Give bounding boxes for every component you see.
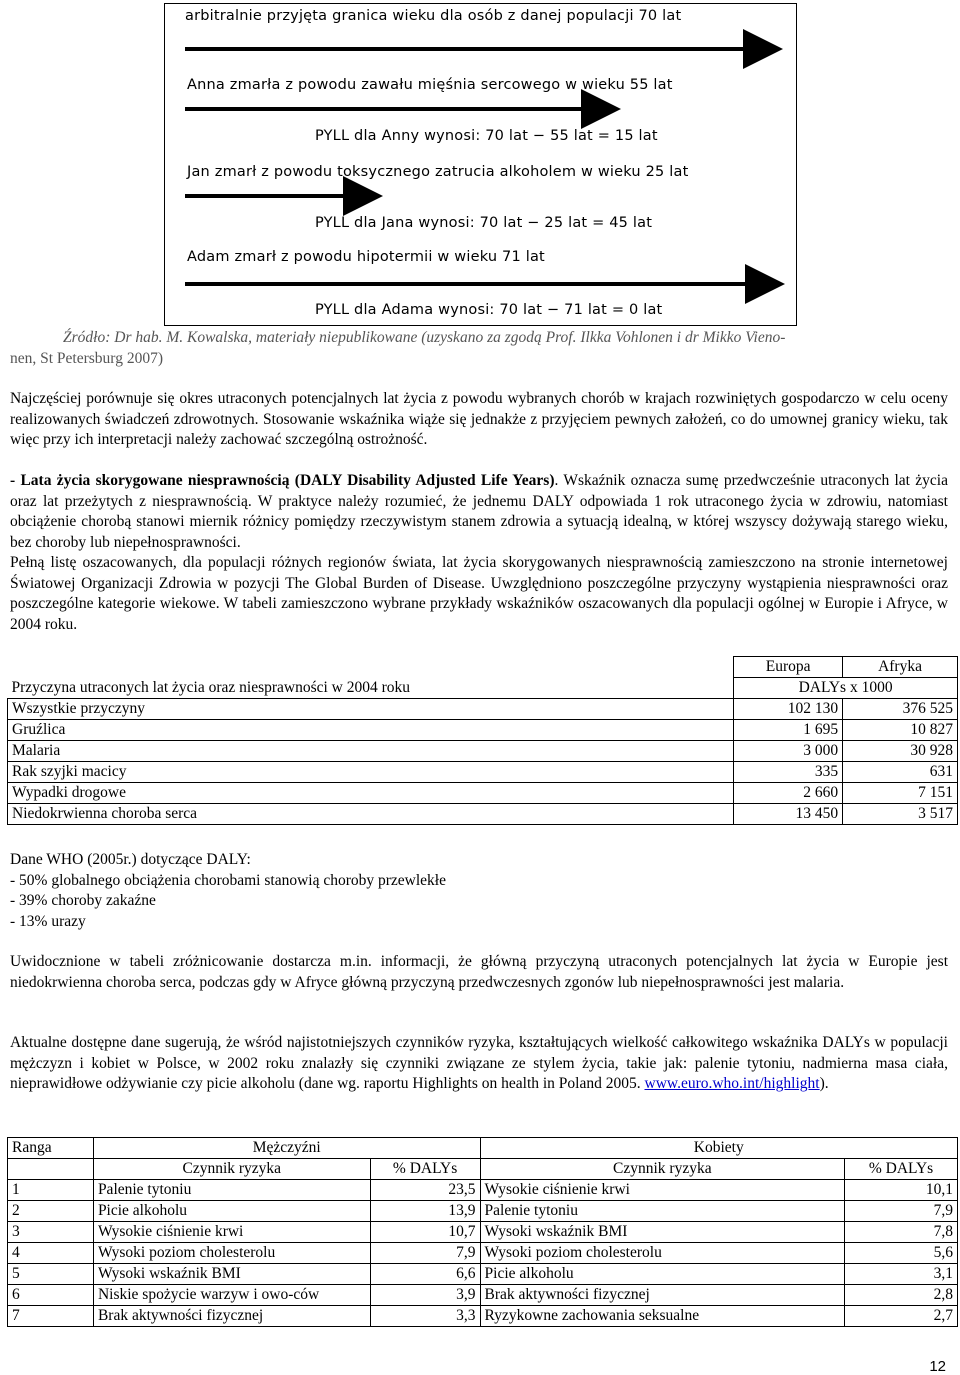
women-factor-cell: Brak aktywności fizycznej (480, 1285, 845, 1306)
col-europa: Europa (734, 657, 843, 678)
figure-line-adam: Adam zmarł z powodu hipotermii w wieku 71 lat (187, 249, 545, 265)
header-men-pct: % DALYs (370, 1159, 480, 1180)
figure-line-pyll-anna: PYLL dla Anny wynosi: 70 lat − 55 lat = 15 lat (315, 128, 658, 144)
caption-line-2: nen, St Petersburg 2007) (10, 350, 163, 367)
table-row (8, 1306, 958, 1327)
table-row (8, 1243, 958, 1264)
table-row (8, 1264, 958, 1285)
risk-factors-text: Aktualne dostępne dane sugerują, że wśród najistotniejszych czynników ryzyka, kształtujących wielkość całkowitego wskaźnika DALYs w populacji mężczyzn i kobiet w Polsce, w 2002 roku znalazły się czynniki związane ze stylem życia, takie jak: palenie tytoniu, nadmierna masa ciała, nieprawidłowe odżywianie czy picie alkoholu (dane wg. raportu Highlights on health in Poland 2005. (10, 1034, 948, 1093)
daly-heading: - Lata życia skorygowane niesprawnością (DALY Disability Adjusted Life Years) (10, 472, 555, 489)
header-women: Kobiety (480, 1138, 957, 1159)
men-factor-cell: Wysoki wskaźnik BMI (93, 1264, 370, 1285)
men-factor-cell: Wysokie ciśnienie krwi (93, 1222, 370, 1243)
afryka-cell: 10 827 (843, 720, 958, 741)
table-row (8, 762, 958, 783)
risk-factors-end: ). (819, 1075, 829, 1093)
cause-cell: Wypadki drogowe (8, 783, 734, 804)
figure-line-limit: arbitralnie przyjęta granica wieku dla osób z danej populacji 70 lat (185, 8, 682, 24)
figure-line-pyll-adam: PYLL dla Adama wynosi: 70 lat − 71 lat = 0 lat (315, 302, 663, 318)
figure-line-anna: Anna zmarła z powodu zawału mięśnia sercowego w wieku 55 lat (187, 77, 673, 93)
cause-cell: Rak szyjki macicy (8, 762, 734, 783)
men-pct-cell: 3,3 (370, 1306, 480, 1327)
daly-text: . Wskaźnik oznacza sumę przedwcześnie utraconych lat życia oraz lat przeżytych z niesprawnością. W praktyce należy rozumieć, że jednemu DALY odpowiada 1 rok utraconego życia w zdrowiu, natomiast obciążenie chorobą stanowi miernik różnicy pomiędzy rzeczywistym stanem zdrowia a sytuacją idealną, w której wszyscy dożywają starego wieku, bez choroby lub niepełnosprawności. (10, 472, 948, 552)
rank-cell: 6 (8, 1285, 94, 1306)
afryka-cell: 30 928 (843, 741, 958, 762)
pyll-figure (164, 3, 797, 326)
women-pct-cell: 7,9 (845, 1201, 958, 1222)
europa-cell: 2 660 (734, 783, 843, 804)
table-row (8, 1285, 958, 1306)
women-factor-cell: Wysoki poziom cholesterolu (480, 1243, 845, 1264)
col-afryka: Afryka (843, 657, 958, 678)
who-line-4: - 13% urazy (10, 913, 86, 931)
paragraph-gbd: Pełną listę oszacowanych, dla populacji różnych regionów świata, lat życia skorygowanych niesprawnością zamieszczono na stronie internetowej Światowej Organizacji Zdrowia w pozycji The Global Burden of Disease. Uwzględniono poszczególne przyczyny wystąpienia niesprawności oraz poszczególne kategorie wiekowe. W tabeli zamieszczono wybrane przykłady wskaźników oszacowanych dla populacji ogólnej w Europie i Afryce, w 2004 roku. (10, 554, 948, 634)
header-men: Mężczyźni (93, 1138, 480, 1159)
who-line-1: Dane WHO (2005r.) dotyczące DALY: (10, 851, 251, 868)
europa-cell: 1 695 (734, 720, 843, 741)
who-line-3: - 39% choroby zakaźne (10, 892, 156, 910)
risk-factor-table (7, 1137, 958, 1327)
cause-cell: Gruźlica (8, 720, 734, 741)
header-men-factor: Czynnik ryzyka (93, 1159, 370, 1180)
table-row (8, 699, 958, 720)
europa-cell: 102 130 (734, 699, 843, 720)
daly-table (7, 656, 958, 825)
men-pct-cell: 6,6 (370, 1264, 480, 1285)
europa-cell: 13 450 (734, 804, 843, 825)
europa-cell: 335 (734, 762, 843, 783)
table-row (8, 720, 958, 741)
table-row (8, 741, 958, 762)
cause-cell: Niedokrwienna choroba serca (8, 804, 734, 825)
paragraph-interpretation: Uwidocznione w tabeli zróżnicowanie dostarcza m.in. informacji, że główną przyczyną utraconych potencjalnych lat życia w Europie jest niedokrwienna choroba serca, podczas gdy w Afryce główną przyczyną przedwczesnych zgonów lub niepełnosprawności jest malaria. (10, 953, 948, 991)
women-pct-cell: 10,1 (845, 1180, 958, 1201)
caption-line-1: Źródło: Dr hab. M. Kowalska, materiały niepublikowane (uzyskano za zgodą Prof. Ilkka Vohlonen i dr Mikko Vieno- (63, 329, 786, 346)
women-factor-cell: Palenie tytoniu (480, 1201, 845, 1222)
men-pct-cell: 13,9 (370, 1201, 480, 1222)
page-number: 12 (929, 1358, 946, 1375)
rank-cell: 1 (8, 1180, 94, 1201)
men-pct-cell: 23,5 (370, 1180, 480, 1201)
afryka-cell: 7 151 (843, 783, 958, 804)
men-factor-cell: Palenie tytoniu (93, 1180, 370, 1201)
women-pct-cell: 3,1 (845, 1264, 958, 1285)
who-data (10, 850, 948, 933)
men-factor-cell: Wysoki poziom cholesterolu (93, 1243, 370, 1264)
afryka-cell: 376 525 (843, 699, 958, 720)
afryka-cell: 631 (843, 762, 958, 783)
rank-cell: 2 (8, 1201, 94, 1222)
men-pct-cell: 10,7 (370, 1222, 480, 1243)
figure-line-jan: Jan zmarł z powodu toksycznego zatrucia alkoholem w wieku 25 lat (187, 164, 689, 180)
women-factor-cell: Wysoki wskaźnik BMI (480, 1222, 845, 1243)
table-row (8, 1180, 958, 1201)
figure-caption (10, 327, 950, 369)
cause-cell: Malaria (8, 741, 734, 762)
paragraph-risk-factors (10, 1033, 948, 1095)
table-row (8, 783, 958, 804)
rank-cell: 3 (8, 1222, 94, 1243)
men-pct-cell: 7,9 (370, 1243, 480, 1264)
paragraph-pyll-use: Najczęściej porównuje się okres utraconych potencjalnych lat życia z powodu wybranych chorób w krajach rozwiniętych gospodarczo w celu oceny realizowanych świadczeń zdrowotnych. Stosowanie wskaźnika wiąże się jednakże z przyjęciem pewnych założeń, co do umownej granicy wieku, tak więc przy ich interpretacji należy zachować szczególną ostrożność. (10, 390, 948, 449)
table-row (8, 804, 958, 825)
rank-cell: 4 (8, 1243, 94, 1264)
men-factor-cell: Brak aktywności fizycznej (93, 1306, 370, 1327)
figure-line-pyll-jan: PYLL dla Jana wynosi: 70 lat − 25 lat = 45 lat (315, 215, 653, 231)
header-rank: Ranga (8, 1138, 94, 1159)
women-pct-cell: 7,8 (845, 1222, 958, 1243)
row-header: Przyczyna utraconych lat życia oraz niesprawności w 2004 roku (11, 678, 411, 696)
table-row (8, 1222, 958, 1243)
paragraph-daly (10, 471, 948, 554)
women-pct-cell: 5,6 (845, 1243, 958, 1264)
women-factor-cell: Ryzykowne zachowania seksualne (480, 1306, 845, 1327)
cause-cell: Wszystkie przyczyny (8, 699, 734, 720)
europa-cell: 3 000 (734, 741, 843, 762)
women-pct-cell: 2,7 (845, 1306, 958, 1327)
women-factor-cell: Wysokie ciśnienie krwi (480, 1180, 845, 1201)
highlights-link[interactable]: www.euro.who.int/highlight (644, 1075, 820, 1093)
table-row (8, 1201, 958, 1222)
rank-cell: 5 (8, 1264, 94, 1285)
men-factor-cell: Picie alkoholu (93, 1201, 370, 1222)
afryka-cell: 3 517 (843, 804, 958, 825)
who-line-2: - 50% globalnego obciążenia chorobami stanowią choroby przewlekłe (10, 871, 446, 889)
header-women-pct: % DALYs (845, 1159, 958, 1180)
unit-header: DALYs x 1000 (734, 678, 958, 699)
men-factor-cell: Niskie spożycie warzyw i owo-ców (93, 1285, 370, 1306)
header-women-factor: Czynnik ryzyka (480, 1159, 845, 1180)
men-pct-cell: 3,9 (370, 1285, 480, 1306)
women-factor-cell: Picie alkoholu (480, 1264, 845, 1285)
women-pct-cell: 2,8 (845, 1285, 958, 1306)
rank-cell: 7 (8, 1306, 94, 1327)
